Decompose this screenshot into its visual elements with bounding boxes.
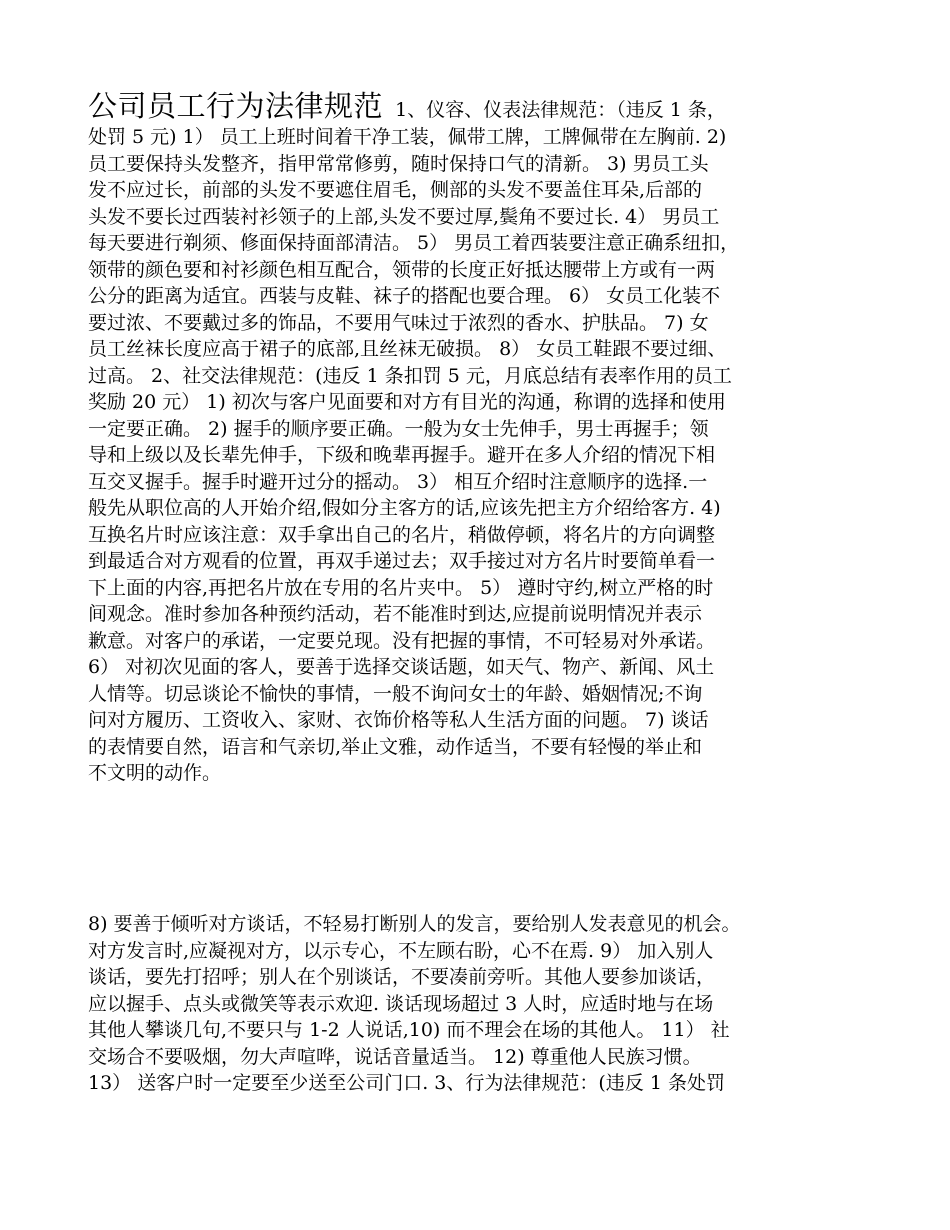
paragraph-1	[88, 88, 868, 787]
paragraph-1-line: 领带的颜色要和衬衫颜色相互配合，领带的长度正好抵达腰带上方或有一两	[88, 258, 716, 281]
document-title: 公司员工行为法律规范	[88, 89, 384, 123]
paragraph-1-line: 不文明的动作。	[88, 762, 222, 784]
title-line	[88, 88, 868, 124]
paragraph-1-line: 一定要正确。 2) 握手的顺序要正确。一般为女士先伸手，男士再握手；领	[88, 417, 709, 440]
paragraph-1-line: 导和上级以及长辈先伸手，下级和晚辈再握手。避开在多人介绍的情况下相	[88, 444, 716, 466]
paragraph-2-line: 交场合不要吸烟，勿大声喧哗，说话音量适当。 12) 尊重他人民族习惯。	[88, 1045, 702, 1068]
paragraph-2-line: 对方发言时,应凝视对方，以示专心，不左顾右盼，心不在焉. 9） 加入别人	[88, 939, 714, 962]
paragraph-1-line: 发不应过长，前部的头发不要遮住眉毛，侧部的头发不要盖住耳朵,后部的	[88, 179, 703, 201]
paragraph-1-line: 下上面的内容,再把名片放在专用的名片夹中。 5） 遵时守约,树立严格的时	[88, 576, 714, 599]
paragraph-1-line: 过高。 2、社交法律规范：(违反 1 条扣罚 5 元，月底总结有表率作用的员工	[88, 364, 732, 387]
paragraph-1-line: 互交叉握手。握手时避开过分的摇动。 3） 相互介绍时注意顺序的选择.一	[88, 470, 708, 493]
paragraph-2-line: 应以握手、点头或微笑等表示欢迎. 谈话现场超过 3 人时，应适时地与在场	[88, 992, 714, 1015]
paragraph-1-line: 要过浓、不要戴过多的饰品，不要用气味过于浓烈的香水、护肤品。 7) 女	[88, 311, 709, 334]
paragraph-1-line: 歉意。对客户的承诺，一定要兑现。没有把握的事情，不可轻易对外承诺。	[88, 629, 716, 652]
paragraph-1-line: 处罚 5 元) 1） 员工上班时间着干净工装，佩带工牌，工牌佩带在左胸前. 2)	[88, 126, 727, 148]
paragraph-1-line: 6） 对初次见面的客人，要善于选择交谈话题，如天气、物产、新闻、风土	[88, 656, 715, 678]
paragraph-1-line: 间观念。准时参加各种预约活动，若不能准时到达,应提前说明情况并表示	[88, 603, 703, 625]
paragraph-1-line-0: 1、仪容、仪表法律规范：（违反 1 条，	[395, 99, 726, 121]
paragraph-1-line: 员工要保持头发整齐，指甲常常修剪，随时保持口气的清新。 3) 男员工头	[88, 152, 709, 175]
paragraph-1-line: 公分的距离为适宜。西装与皮鞋、袜子的搭配也要合理。 6） 女员工化装不	[88, 285, 721, 307]
paragraph-2-line: 其他人攀谈几句,不要只与 1-2 人说话,10) 而不理会在场的其他人。 11） 社	[88, 1019, 730, 1041]
paragraph-2	[88, 911, 868, 1097]
paragraph-1-line: 奖励 20 元） 1) 初次与客户见面要和对方有目光的沟通，称谓的选择和使用	[88, 391, 726, 413]
paragraph-1-line: 问对方履历、工资收入、家财、衣饰价格等私人生活方面的问题。 7) 谈话	[88, 709, 709, 731]
paragraph-1-line: 般先从职位高的人开始介绍,假如分主客方的话,应该先把主方介绍给客方. 4)	[88, 497, 721, 519]
paragraph-1-line: 人情等。切忌谈论不愉快的事情，一般不询问女士的年龄、婚姻情况;不询	[88, 682, 703, 705]
paragraph-1-line: 互换名片时应该注意：双手拿出自己的名片，稍做停顿，将名片的方向调整	[88, 523, 716, 546]
paragraph-2-line: 谈话，要先打招呼；别人在个别谈话，不要凑前旁听。其他人要参加谈话，	[88, 966, 716, 988]
paragraph-1-line: 的表情要自然，语言和气亲切,举止文雅，动作适当，不要有轻慢的举止和	[88, 735, 703, 758]
paragraph-1-line: 头发不要长过西装衬衫领子的上部,头发不要过厚,鬓角不要过长. 4） 男员工	[88, 205, 720, 228]
paragraph-1-line: 每天要进行剃须、修面保持面部清洁。 5） 男员工着西装要注意正确系纽扣，	[88, 232, 740, 254]
paragraph-1-line: 员工丝袜长度应高于裙子的底部,且丝袜无破损。 8） 女员工鞋跟不要过细、	[88, 338, 727, 360]
paragraph-2-line: 8) 要善于倾听对方谈话，不轻易打断别人的发言，要给别人发表意见的机会。	[88, 913, 741, 935]
paragraph-1-line: 到最适合对方观看的位置，再双手递过去；双手接过对方名片时要简单看一	[88, 550, 716, 572]
paragraph-2-line: 13） 送客户时一定要至少送至公司门口. 3、行为法律规范：(违反 1 条处罚	[88, 1072, 725, 1094]
